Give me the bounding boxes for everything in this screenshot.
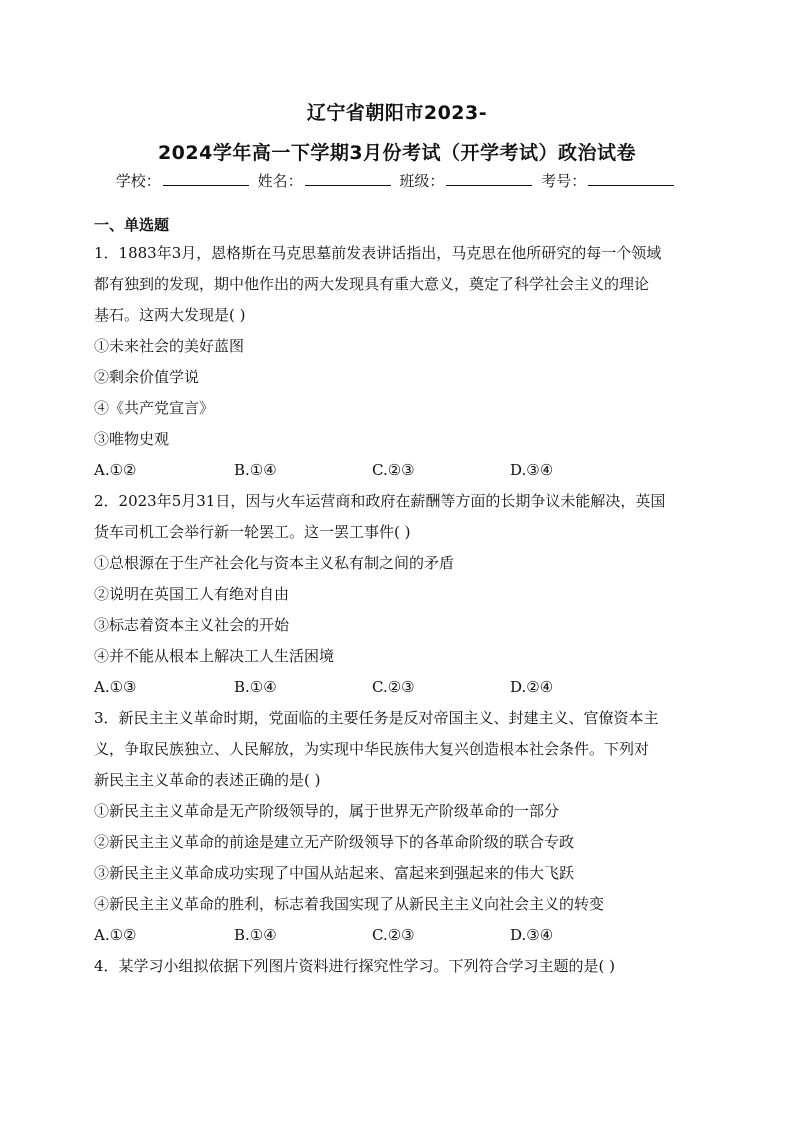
q2-stem-line: 2．2023年5月31日，因与火车运营商和政府在薪酬等方面的长期争议未能解决，英国 [94, 492, 666, 510]
q1-option-b[interactable]: B.①④ [234, 461, 277, 479]
q2-option-a[interactable]: A.①③ [94, 678, 137, 696]
q3-item: ③新民主主义革命成功实现了中国从站起来、富起来到强起来的伟大飞跃 [94, 864, 575, 882]
q1-item: ④《共产党宣言》 [94, 399, 215, 417]
q3-option-d[interactable]: D.③④ [510, 926, 554, 944]
q3-item: ②新民主主义革命的前途是建立无产阶级领导下的各革命阶级的联合专政 [94, 833, 575, 851]
q2-item: ④并不能从根本上解决工人生活困境 [94, 647, 335, 665]
q1-item: ①未来社会的美好蓝图 [94, 337, 245, 355]
q2-option-d[interactable]: D.②④ [510, 678, 554, 696]
exam-title-line-2: 2024学年高一下学期3月份考试（开学考试）政治试卷 [157, 142, 637, 164]
q2-item: ②说明在英国工人有绝对自由 [94, 585, 290, 603]
exam-title-line-1: 辽宁省朝阳市2023- [306, 102, 488, 124]
q3-item: ①新民主主义革命是无产阶级领导的，属于世界无产阶级革命的一部分 [94, 802, 560, 820]
q3-stem-line: 义，争取民族独立、人民解放，为实现中华民族伟大复兴创造根本社会条件。下列对 [94, 740, 650, 758]
q2-stem-line: 货车司机工会举行新一轮罢工。这一罢工事件( ) [94, 523, 411, 541]
q1-option-c[interactable]: C.②③ [372, 461, 415, 479]
q1-stem-line: 基石。这两大发现是( ) [94, 306, 246, 324]
q2-item: ③标志着资本主义社会的开始 [94, 616, 290, 634]
q3-option-c[interactable]: C.②③ [372, 926, 415, 944]
q3-stem-line: 新民主主义革命的表述正确的是( ) [94, 771, 321, 789]
name-blank [305, 173, 391, 186]
q1-stem-line: 1．1883年3月，恩格斯在马克思墓前发表讲话指出，马克思在他所研究的每一个领域 [94, 244, 662, 262]
q1-stem-line: 都有独到的发现，期中他作出的两大发现具有重大意义，奠定了科学社会主义的理论 [94, 275, 650, 293]
section-title: 一、单选题 [94, 216, 170, 234]
q4-stem-line: 4．某学习小组拟依据下列图片资料进行探究性学习。下列符合学习主题的是( ) [94, 957, 616, 975]
q1-item: ③唯物史观 [94, 430, 170, 448]
school-blank [163, 173, 249, 186]
q2-option-b[interactable]: B.①④ [234, 678, 277, 696]
exam-number-blank [588, 173, 674, 186]
q1-item: ②剩余价值学说 [94, 368, 200, 386]
q3-item: ④新民主主义革命的胜利，标志着我国实现了从新民主主义向社会主义的转变 [94, 895, 605, 913]
q2-option-c[interactable]: C.②③ [372, 678, 415, 696]
q3-stem-line: 3．新民主主义革命时期，党面临的主要任务是反对帝国主义、封建主义、官僚资本主 [94, 709, 659, 727]
name-label: 姓名： [257, 172, 303, 190]
q3-option-b[interactable]: B.①④ [234, 926, 277, 944]
q1-option-d[interactable]: D.③④ [510, 461, 554, 479]
q1-option-a[interactable]: A.①② [94, 461, 137, 479]
q3-option-a[interactable]: A.①② [94, 926, 137, 944]
class-blank [446, 173, 532, 186]
student-info-row [0, 170, 794, 191]
q2-item: ①总根源在于生产社会化与资本主义私有制之间的矛盾 [94, 554, 455, 572]
school-label: 学校： [115, 172, 161, 190]
exam-number-label: 考号： [541, 172, 587, 190]
class-label: 班级： [399, 172, 445, 190]
